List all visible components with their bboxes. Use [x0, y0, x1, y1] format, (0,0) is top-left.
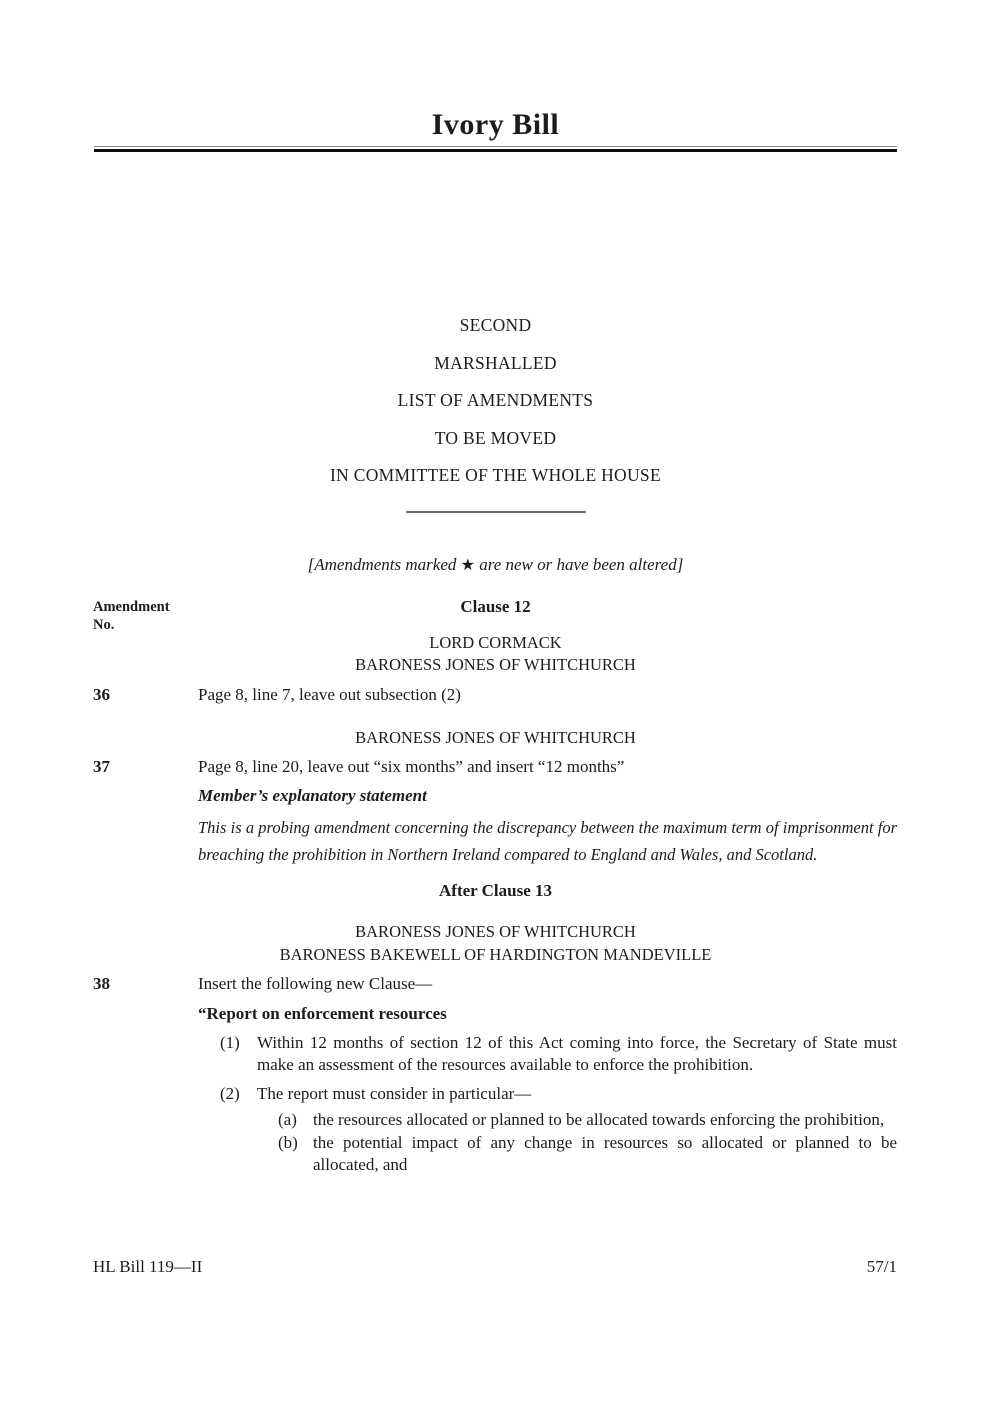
amendment-no-label-line2: No.	[93, 616, 115, 633]
sponsor-baroness-jones-3: BARONESS JONES OF WHITCHURCH	[355, 922, 636, 941]
new-clause-sub1	[220, 1032, 991, 1076]
title-rule-thin	[94, 146, 897, 147]
amendment-36-text: Page 8, line 7, leave out subsection (2)	[198, 684, 461, 704]
clause12-heading: Clause 12	[460, 596, 531, 616]
cover-heading-second: SECOND	[459, 315, 532, 335]
separator-rule	[406, 511, 586, 513]
notice-suffix: are new or have been altered]	[474, 554, 684, 574]
new-clause-sub2a	[278, 1109, 991, 1131]
after-clause13-heading: After Clause 13	[439, 881, 552, 900]
amendment-37-number: 37	[93, 757, 110, 776]
clause12-sponsors-group1	[0, 632, 991, 677]
sponsor-baroness-jones-2: BARONESS JONES OF WHITCHURCH	[355, 727, 636, 747]
star-icon: ★	[460, 556, 475, 574]
amendment-38-row	[93, 973, 991, 995]
amendment-37-row	[93, 756, 991, 778]
cover-heading-marshalled: MARSHALLED	[434, 352, 557, 373]
sponsor-baroness-jones: BARONESS JONES OF WHITCHURCH	[355, 655, 636, 674]
sub2b-text: the potential impact of any change in resources so allocated or planned to be allocated, and	[313, 1133, 897, 1174]
cover-heading-to-be-moved: TO BE MOVED	[434, 427, 557, 448]
amendment-36-number: 36	[93, 684, 110, 704]
cover-headings	[0, 307, 991, 495]
explanatory-statement-text: This is a probing amendment concerning the discrepancy between the maximum term of imprisonment for breaching the prohibition in Northern Ireland compared to England and Wales, and Scotland.	[198, 818, 897, 864]
sub2b-number: (b)	[278, 1133, 298, 1152]
amendment-no-label-line1: Amendment	[93, 598, 170, 615]
title-double-rule	[94, 146, 897, 152]
sponsor-baroness-bakewell: BARONESS BAKEWELL OF HARDINGTON MANDEVILLE	[279, 944, 712, 964]
clause12-section-header	[0, 596, 991, 633]
footer-page-code: 57/1	[866, 1257, 897, 1276]
sub2a-text: the resources allocated or planned to be allocated towards enforcing the prohibition,	[313, 1110, 885, 1129]
page-footer	[93, 1257, 897, 1277]
notice-prefix: [Amendments marked	[307, 554, 461, 574]
cover-heading-list-of-amendments: LIST OF AMENDMENTS	[397, 390, 594, 410]
cover-heading-committee: IN COMMITTEE OF THE WHOLE HOUSE	[330, 465, 661, 485]
sub2-text: The report must consider in particular—	[257, 1084, 532, 1103]
amendment-36-row	[93, 684, 991, 706]
new-clause-sub2b	[278, 1132, 991, 1176]
sponsor-lord-cormack: LORD CORMACK	[429, 632, 562, 652]
new-clause-sub2	[220, 1083, 991, 1105]
footer-bill-reference: HL Bill 119—II	[93, 1257, 203, 1276]
amendment-38-number: 38	[93, 974, 110, 993]
amendment-37-text: Page 8, line 20, leave out “six months” and insert “12 months”	[198, 757, 625, 776]
amendments-marked-notice	[0, 555, 991, 576]
amendment-38-intro: Insert the following new Clause—	[198, 974, 433, 993]
after-clause13-sponsors	[0, 921, 991, 966]
sub2-number: (2)	[220, 1084, 240, 1103]
bill-title: Ivory Bill	[431, 108, 560, 141]
sub1-number: (1)	[220, 1033, 240, 1052]
explanatory-statement-heading: Member’s explanatory statement	[198, 786, 427, 805]
amendment-no-column-label	[93, 598, 170, 634]
new-clause-title: “Report on enforcement resources	[198, 1004, 447, 1023]
clause12-sponsors-group2	[0, 727, 991, 750]
sub2a-number: (a)	[278, 1110, 297, 1129]
sub1-text: Within 12 months of section 12 of this Act coming into force, the Secretary of State must make an assessment of the resources available to enforce the prohibition.	[257, 1033, 897, 1074]
title-rule-thick	[94, 149, 897, 152]
